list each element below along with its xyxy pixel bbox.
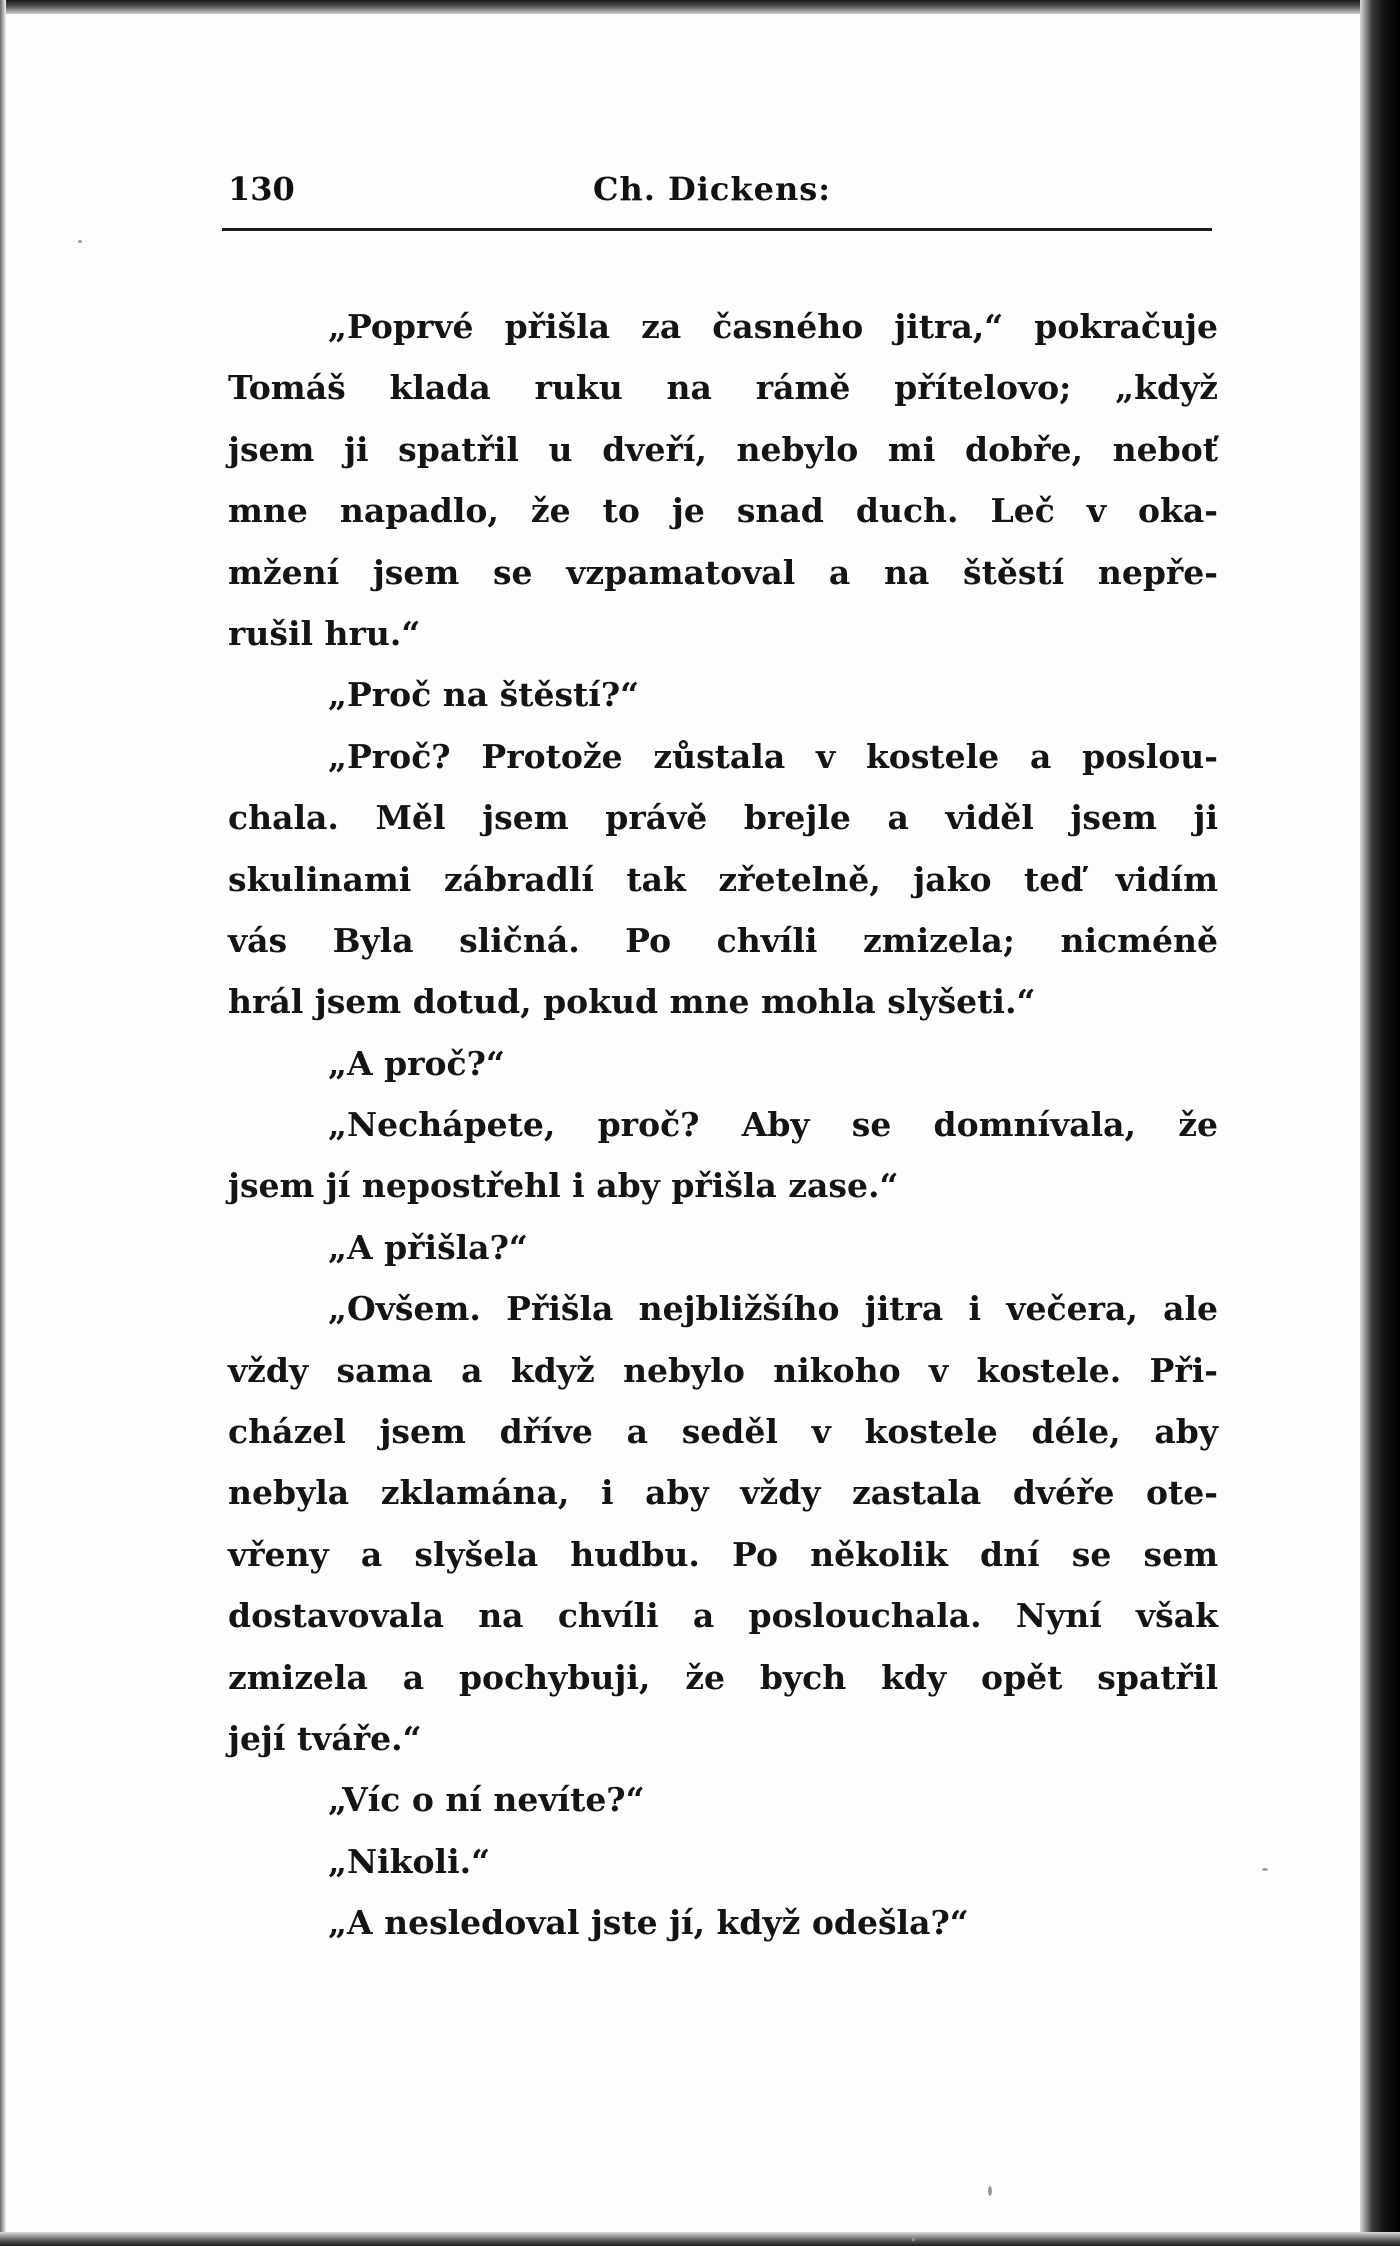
scan-edge-right bbox=[1360, 0, 1400, 2246]
body-text bbox=[228, 296, 1218, 1954]
header-rule bbox=[222, 228, 1212, 231]
text-line: mžení jsem se vzpamatoval a na štěstí nepře- bbox=[228, 552, 1218, 592]
text-line: „A přišla?“ bbox=[328, 1227, 528, 1267]
text-line: „Poprvé přišla za časného jitra,“ pokračuje bbox=[328, 307, 1218, 346]
text-line: „Nechápete, proč? Aby se domnívala, že bbox=[328, 1105, 1218, 1145]
text-line: Tomáš klada ruku na rámě přítelovo; „když bbox=[228, 368, 1218, 408]
text-line: chala. Měl jsem právě brejle a viděl jsem ji bbox=[228, 798, 1218, 838]
text-line: její tváře.“ bbox=[228, 1718, 422, 1758]
text-line: vřeny a slyšela hudbu. Po několik dní se sem bbox=[228, 1534, 1218, 1574]
text-line: „Víc o ní nevíte?“ bbox=[328, 1780, 645, 1820]
scan-edge-bottom bbox=[0, 2232, 1400, 2246]
text-line: mne napadlo, že to je snad duch. Leč v oka- bbox=[228, 491, 1218, 531]
text-line: hrál jsem dotud, pokud mne mohla slyšeti.“ bbox=[228, 982, 1036, 1022]
scan-speck bbox=[988, 2186, 992, 2196]
text-line: vždy sama a když nebylo nikoho v kostele. Při- bbox=[228, 1350, 1218, 1390]
scan-speck bbox=[1262, 1868, 1268, 1871]
text-line: „A proč?“ bbox=[328, 1043, 505, 1083]
scan-speck bbox=[78, 240, 82, 243]
scan-edge-top bbox=[0, 0, 1400, 14]
text-line: „Proč na štěstí?“ bbox=[328, 675, 640, 715]
text-line: nebyla zklamána, i aby vždy zastala dvéře ote- bbox=[228, 1473, 1218, 1513]
text-line: „Proč? Protože zůstala v kostele a poslou- bbox=[328, 736, 1218, 776]
text-line: jsem ji spatřil u dveří, nebylo mi dobře, neboť bbox=[228, 429, 1218, 469]
text-line: cházel jsem dříve a seděl v kostele déle, aby bbox=[228, 1412, 1218, 1452]
text-line: vás Byla sličná. Po chvíli zmizela; nicméně bbox=[228, 920, 1218, 960]
page-header bbox=[228, 170, 1212, 220]
text-line: jsem jí nepostřehl i aby přišla zase.“ bbox=[228, 1166, 899, 1206]
text-line: „A nesledoval jste jí, když odešla?“ bbox=[328, 1903, 969, 1943]
text-line: rušil hru.“ bbox=[228, 613, 421, 653]
scan-speck bbox=[912, 2238, 915, 2241]
running-title: Ch. Dickens: bbox=[593, 170, 832, 208]
text-line: skulinami zábradlí tak zřetelně, jako teď vidím bbox=[228, 859, 1218, 899]
scan-edge-left bbox=[0, 0, 6, 2246]
text-line: „Ovšem. Přišla nejbližšího jitra i večera, ale bbox=[328, 1289, 1218, 1329]
text-line: zmizela a pochybuji, že bych kdy opět spatřil bbox=[228, 1657, 1218, 1697]
text-line: „Nikoli.“ bbox=[328, 1841, 491, 1881]
text-line: dostavovala na chvíli a poslouchala. Nyní však bbox=[228, 1596, 1218, 1636]
page-number: 130 bbox=[228, 170, 295, 208]
